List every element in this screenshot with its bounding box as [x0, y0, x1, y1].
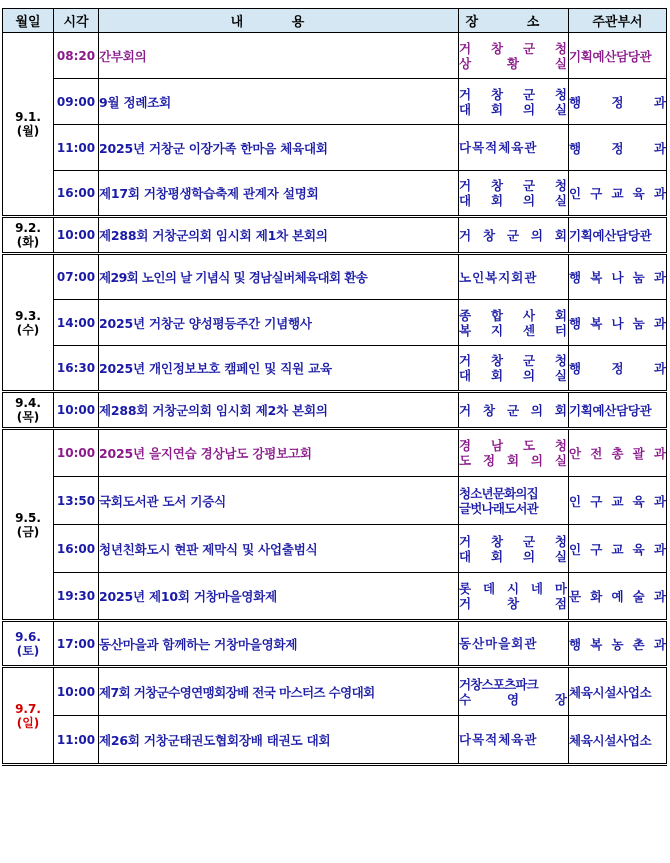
header-place: 장 소: [459, 9, 569, 33]
place-line: 다목적체육관: [459, 140, 538, 155]
event-time: 17:00: [54, 621, 99, 667]
place-line: 청소년문화의집: [459, 485, 538, 501]
event-place: [459, 125, 569, 171]
event-place: [459, 392, 569, 429]
event-time: 10:00: [54, 429, 99, 477]
event-time: 10:00: [54, 217, 99, 254]
place-line: 노인복지회관: [459, 269, 538, 285]
event-time: 07:00: [54, 254, 99, 300]
date-line: 9.4.: [15, 396, 41, 410]
event-time: 10:00: [54, 392, 99, 429]
event-content: 9월 정례조회: [99, 79, 459, 125]
event-time: 08:20: [54, 33, 99, 79]
date-line: (월): [16, 124, 40, 138]
event-place: [459, 667, 569, 716]
place-line: 거 창 군 청: [459, 86, 568, 102]
event-place: [459, 79, 569, 125]
event-content: 청년친화도시 현판 제막식 및 사업출범식: [99, 525, 459, 573]
schedule-row: [3, 392, 667, 429]
event-dept: 체육시설사업소: [569, 667, 667, 716]
event-content: 제288회 거창군의회 임시회 제2차 본회의: [99, 392, 459, 429]
event-dept: 기획예산담당관: [569, 392, 667, 429]
place-line: 동산마을회관: [459, 636, 538, 651]
event-content: 제7회 거창군수영연맹회장배 전국 마스터즈 수영대회: [99, 667, 459, 716]
event-dept: 행 복 농 촌 과: [569, 621, 667, 667]
date-line: 9.5.: [15, 510, 41, 525]
date-line: (일): [16, 715, 40, 730]
event-place: [459, 300, 569, 346]
place-line: 다목적체육관: [459, 732, 538, 747]
event-place: [459, 217, 569, 254]
schedule-row: [3, 217, 667, 254]
event-dept: 행 정 과: [569, 79, 667, 125]
event-content: 동산마을과 함께하는 거창마을영화제: [99, 621, 459, 667]
header-dept: 주관부서: [569, 9, 667, 33]
place-line: 수 영 장: [459, 691, 568, 707]
date-cell: [3, 33, 54, 217]
event-time: 16:00: [54, 525, 99, 573]
event-content: 2025년 거창군 양성평등주간 기념행사: [99, 300, 459, 346]
date-line: (화): [16, 235, 40, 249]
event-dept: 기획예산담당관: [569, 33, 667, 79]
place-line: 복 지 센 터: [459, 322, 568, 338]
event-content: 간부회의: [99, 33, 459, 79]
place-line: 대 회 의 실: [459, 548, 568, 564]
place-line: 거 창 군 의 회: [459, 402, 568, 418]
event-dept: 안 전 총 괄 과: [569, 429, 667, 477]
place-line: 경 남 도 청: [459, 438, 568, 453]
place-line: 도 정 회 의 실: [459, 453, 568, 468]
event-content: 제288회 거창군의회 임시회 제1차 본회의: [99, 217, 459, 254]
date-cell: [3, 217, 54, 254]
event-time: 09:00: [54, 79, 99, 125]
date-cell: [3, 621, 54, 667]
place-line: 글벗나래도서관: [459, 500, 538, 516]
place-line: 대 회 의 실: [459, 193, 568, 208]
place-line: 롯 데 시 네 마: [459, 581, 568, 596]
header-row: [3, 9, 667, 33]
schedule-row: [3, 346, 667, 392]
place-line: 거 창 점: [459, 596, 568, 611]
place-line: 거 창 군 청: [459, 533, 568, 549]
schedule-row: [3, 300, 667, 346]
schedule-row: [3, 716, 667, 765]
date-line: (금): [16, 524, 40, 539]
event-time: 14:00: [54, 300, 99, 346]
schedule-table: [2, 8, 667, 766]
event-content: 국회도서관 도서 기증식: [99, 477, 459, 525]
event-content: 제17회 거창평생학습축제 관계자 설명회: [99, 171, 459, 217]
event-content: 제29회 노인의 날 기념식 및 경남실버체육대회 환송: [99, 254, 459, 300]
event-dept: 인 구 교 육 과: [569, 525, 667, 573]
schedule-row: [3, 171, 667, 217]
date-cell: [3, 429, 54, 621]
place-line: 거 창 군 청: [459, 353, 568, 368]
event-dept: 행 복 나 눔 과: [569, 254, 667, 300]
schedule-row: [3, 573, 667, 621]
header-date: 월일: [3, 9, 54, 33]
event-place: [459, 525, 569, 573]
event-place: [459, 573, 569, 621]
event-dept: 인 구 교 육 과: [569, 477, 667, 525]
date-cell: [3, 667, 54, 765]
event-time: 10:00: [54, 667, 99, 716]
place-line: 거 창 군 청: [459, 40, 568, 56]
event-dept: 문 화 예 술 과: [569, 573, 667, 621]
event-dept: 행 정 과: [569, 125, 667, 171]
event-content: 2025년 을지연습 경상남도 강평보고회: [99, 429, 459, 477]
event-dept: 기획예산담당관: [569, 217, 667, 254]
event-dept: 체육시설사업소: [569, 716, 667, 765]
event-dept: 행 정 과: [569, 346, 667, 392]
date-cell: [3, 392, 54, 429]
event-time: 19:30: [54, 573, 99, 621]
event-time: 16:00: [54, 171, 99, 217]
event-place: [459, 429, 569, 477]
event-content: 2025년 거창군 이장가족 한마음 체육대회: [99, 125, 459, 171]
date-line: 9.7.: [15, 701, 41, 716]
event-place: [459, 171, 569, 217]
schedule-row: [3, 125, 667, 171]
schedule-row: [3, 667, 667, 716]
date-line: 9.1.: [15, 110, 41, 124]
schedule-row: [3, 79, 667, 125]
date-line: 9.6.: [15, 629, 41, 644]
place-line: 거 창 군 의 회: [459, 227, 568, 243]
date-line: (수): [16, 322, 40, 337]
date-cell: [3, 254, 54, 392]
place-line: 상 황 실: [459, 55, 568, 71]
schedule-row: [3, 429, 667, 477]
place-line: 대 회 의 실: [459, 368, 568, 383]
event-time: 16:30: [54, 346, 99, 392]
date-line: 9.2.: [15, 221, 41, 235]
header-time: 시각: [54, 9, 99, 33]
event-time: 13:50: [54, 477, 99, 525]
event-content: 제26회 거창군태권도협회장배 태권도 대회: [99, 716, 459, 765]
place-line: 거 창 군 청: [459, 178, 568, 193]
date-line: (토): [16, 643, 40, 658]
schedule-row: [3, 477, 667, 525]
header-content: 내 용: [99, 9, 459, 33]
event-place: [459, 254, 569, 300]
schedule-row: [3, 33, 667, 79]
schedule-row: [3, 621, 667, 667]
event-time: 11:00: [54, 125, 99, 171]
event-place: [459, 477, 569, 525]
schedule-row: [3, 525, 667, 573]
schedule-body: [3, 33, 667, 765]
event-time: 11:00: [54, 716, 99, 765]
date-line: 9.3.: [15, 308, 41, 323]
event-place: [459, 346, 569, 392]
event-place: [459, 33, 569, 79]
event-dept: 행 복 나 눔 과: [569, 300, 667, 346]
event-place: [459, 716, 569, 765]
place-line: 종 합 사 회: [459, 307, 568, 323]
place-line: 대 회 의 실: [459, 101, 568, 117]
place-line: 거창스포츠파크: [459, 676, 538, 692]
event-place: [459, 621, 569, 667]
event-content: 2025년 개인정보보호 캠페인 및 직원 교육: [99, 346, 459, 392]
schedule-row: [3, 254, 667, 300]
event-content: 2025년 제10회 거창마을영화제: [99, 573, 459, 621]
date-line: (목): [16, 410, 40, 424]
event-dept: 인 구 교 육 과: [569, 171, 667, 217]
